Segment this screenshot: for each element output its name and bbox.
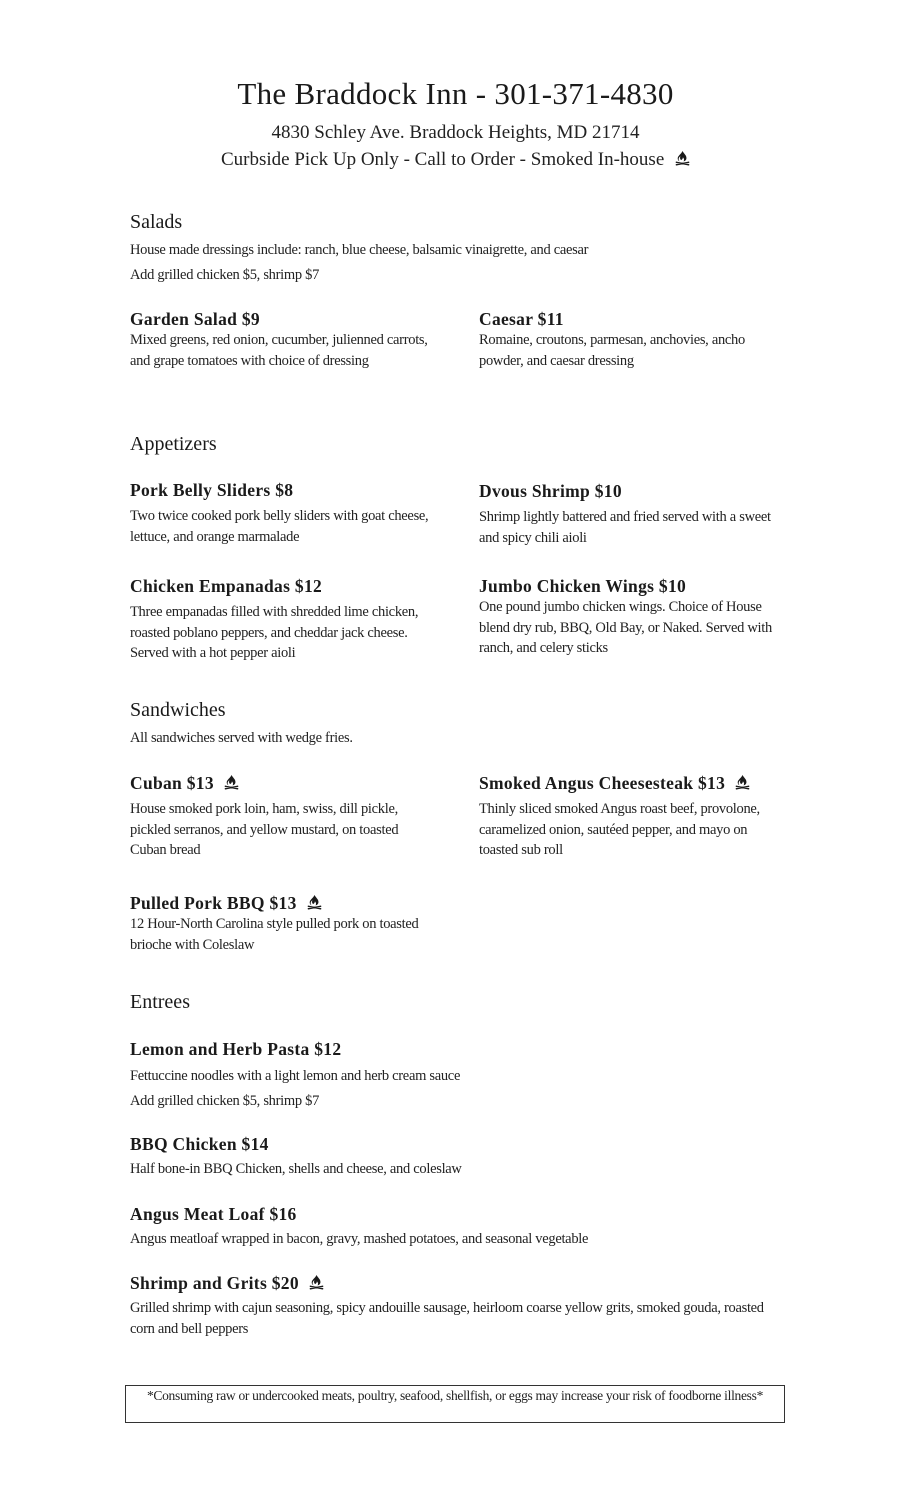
item-description: Two twice cooked pork belly sliders with goat cheese, lettuce, and orange marmalade [130, 508, 429, 545]
item-name: Jumbo Chicken Wings $10 [479, 576, 687, 596]
item-name: Dvous Shrimp $10 [479, 481, 622, 501]
item-name: Shrimp and Grits $20 [130, 1273, 299, 1293]
food-safety-disclaimer: *Consuming raw or undercooked meats, poultry, seafood, shellfish, or eggs may increase your risk of foodborne illness* [125, 1385, 785, 1423]
item-description: Shrimp lightly battered and fried served with a sweet and spicy chili aioli [479, 509, 771, 546]
item-name: Pulled Pork BBQ $13 [130, 893, 297, 913]
item-name: Pork Belly Sliders $8 [130, 480, 294, 500]
item-description: Three empanadas filled with shredded lime chicken, roasted poblano peppers, and cheddar jack cheese. Served with a hot pepper aioli [130, 604, 419, 661]
menu-item-shrimp-and-grits [130, 1272, 790, 1339]
flame-icon [309, 1274, 324, 1290]
item-name-row [479, 772, 789, 794]
salads-addon-note: Add grilled chicken $5, shrimp $7 [130, 267, 320, 283]
menu-item-caesar [479, 308, 789, 371]
menu-item-angus-meat-loaf [130, 1203, 830, 1250]
item-name-row [130, 892, 430, 914]
item-name: Lemon and Herb Pasta $12 [130, 1039, 342, 1059]
menu-item-dvous-shrimp [479, 480, 779, 548]
section-heading-appetizers: Appetizers [130, 433, 217, 455]
item-name: BBQ Chicken $14 [130, 1134, 269, 1154]
item-name: Garden Salad $9 [130, 309, 260, 329]
item-description: Romaine, croutons, parmesan, anchovies, ancho powder, and caesar dressing [479, 332, 745, 369]
menu-item-bbq-chicken [130, 1133, 830, 1180]
address: 4830 Schley Ave. Braddock Heights, MD 21714 [271, 122, 640, 143]
item-description: Thinly sliced smoked Angus roast beef, provolone, caramelized onion, sautéed pepper, and mayo on toasted sub roll [479, 801, 760, 858]
item-description: Angus meatloaf wrapped in bacon, gravy, mashed potatoes, and seasonal vegetable [130, 1231, 589, 1247]
tagline-row [0, 149, 911, 171]
section-heading-entrees: Entrees [130, 991, 190, 1013]
flame-icon [224, 774, 239, 790]
item-description: Grilled shrimp with cajun seasoning, spicy andouille sausage, heirloom coarse yellow grits, smoked gouda, roasted corn and bell peppers [130, 1300, 764, 1337]
menu-item-pulled-pork-bbq [130, 892, 430, 955]
item-name-row [130, 772, 430, 794]
menu-item-smoked-angus-cheesesteak [479, 772, 789, 861]
item-name: Caesar $11 [479, 309, 564, 329]
item-description: 12 Hour-North Carolina style pulled pork on toasted brioche with Coleslaw [130, 916, 419, 953]
menu-item-chicken-empanadas [130, 575, 430, 664]
menu-item-pork-belly-sliders [130, 479, 430, 547]
item-name: Cuban $13 [130, 773, 214, 793]
item-name: Chicken Empanadas $12 [130, 576, 323, 596]
sandwiches-note: All sandwiches served with wedge fries. [130, 730, 353, 746]
section-heading-salads: Salads [130, 211, 183, 233]
flame-icon [675, 150, 690, 166]
item-name: Angus Meat Loaf $16 [130, 1204, 297, 1224]
item-description: Mixed greens, red onion, cucumber, julienned carrots, and grape tomatoes with choice of dressing [130, 332, 428, 369]
restaurant-title: The Braddock Inn - 301-371-4830 [237, 76, 674, 111]
item-addon-note: Add grilled chicken $5, shrimp $7 [130, 1093, 320, 1109]
flame-icon [307, 894, 322, 910]
item-description: Fettuccine noodles with a light lemon and herb cream sauce [130, 1068, 461, 1084]
item-name: Smoked Angus Cheesesteak $13 [479, 773, 726, 793]
item-description: One pound jumbo chicken wings. Choice of House blend dry rub, BBQ, Old Bay, or Naked. Served with ranch, and celery sticks [479, 599, 772, 656]
menu-item-cuban [130, 772, 430, 861]
tagline: Curbside Pick Up Only - Call to Order - Smoked In-house [220, 149, 665, 170]
menu-item-jumbo-chicken-wings [479, 575, 789, 659]
item-description: House smoked pork loin, ham, swiss, dill pickle, pickled serranos, and yellow mustard, on toasted Cuban bread [130, 801, 399, 858]
salads-dressing-note: House made dressings include: ranch, blue cheese, balsamic vinaigrette, and caesar [130, 242, 589, 258]
flame-icon [735, 774, 750, 790]
item-name-row [130, 1272, 790, 1294]
section-heading-sandwiches: Sandwiches [130, 699, 226, 721]
menu-item-garden-salad [130, 308, 440, 371]
menu-item-lemon-herb-pasta [130, 1038, 830, 1114]
item-description: Half bone-in BBQ Chicken, shells and cheese, and coleslaw [130, 1161, 462, 1177]
